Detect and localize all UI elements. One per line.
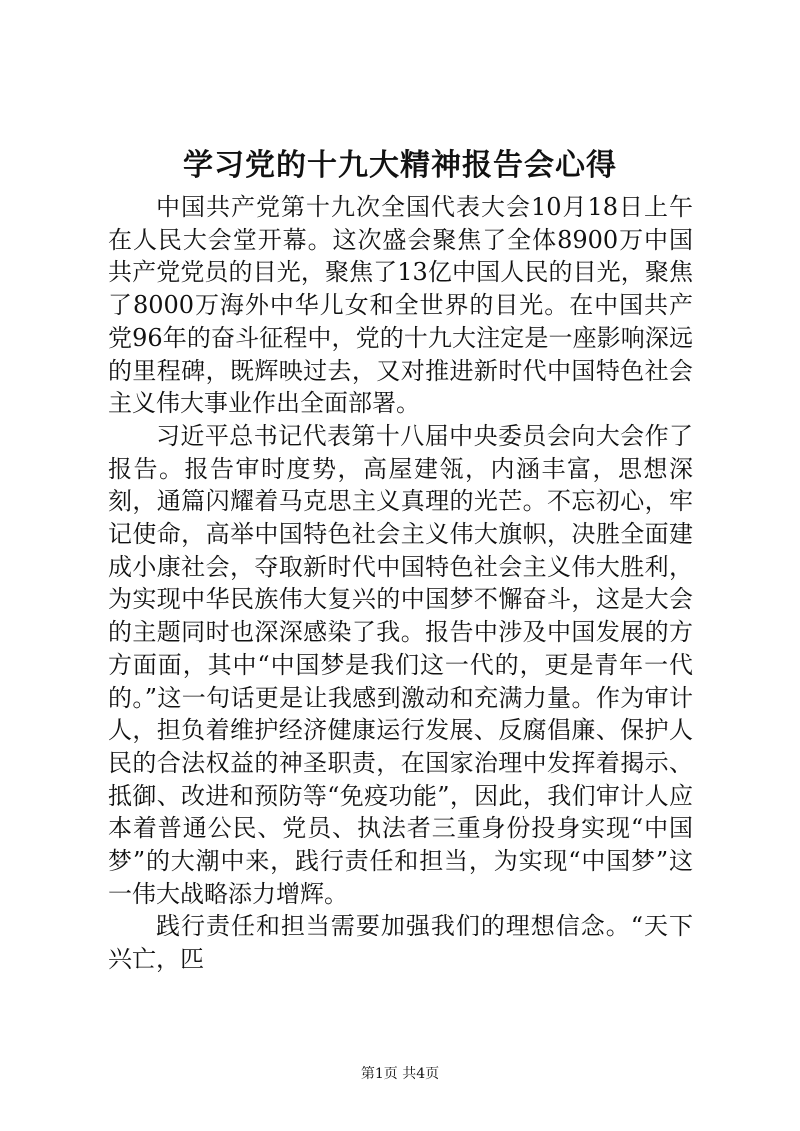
paragraph-3: 践行责任和担当需要加强我们的理想信念。“天下兴亡，匹 — [108, 912, 693, 974]
document-body — [108, 191, 693, 976]
document-title: 学习党的十九大精神报告会心得 — [183, 148, 617, 183]
paragraph-2: 习近平总书记代表第十八届中央委员会向大会作了报告。报告审时度势，高屋建瓴，内涵丰富，思想深刻，通篇闪耀着马克思主义真理的光芒。不忘初心，牢记使命，高举中国特色社会主义伟大旗帜，决胜全面建成小康社会，夺取新时代中国特色社会主义伟大胜利，为实现中华民族伟大复兴的中国梦不懈奋斗，这是大会的主题同时也深深感染了我。报告中涉及中国发展的方方面面，其中“中国梦是我们这一代的，更是青年一代的。”这一句话更是让我感到激动和充满力量。作为审计人，担负着维护经济健康运行发展、反腐倡廉、保护人民的合法权益的神圣职责，在国家治理中发挥着揭示、抵御、改进和预防等“免疫功能”，因此，我们审计人应本着普通公民、党员、执法者三重身份投身实现“中国梦”的大潮中来，践行责任和担当，为实现“中国梦”这一伟大战略添力增辉。 — [108, 421, 693, 908]
paragraph-1: 中国共产党第十九次全国代表大会10月18日上午在人民大会堂开幕。这次盛会聚焦了全体8900万中国共产党党员的目光，聚焦了13亿中国人民的目光，聚焦了8000万海外中华儿女和全世界的目光。在中国共产党96年的奋斗征程中，党的十九大注定是一座影响深远的里程碑，既辉映过去，又对推进新时代中国特色社会主义伟大事业作出全面部署。 — [108, 193, 693, 418]
page-number-footer: 第1页 共4页 — [360, 1066, 440, 1082]
